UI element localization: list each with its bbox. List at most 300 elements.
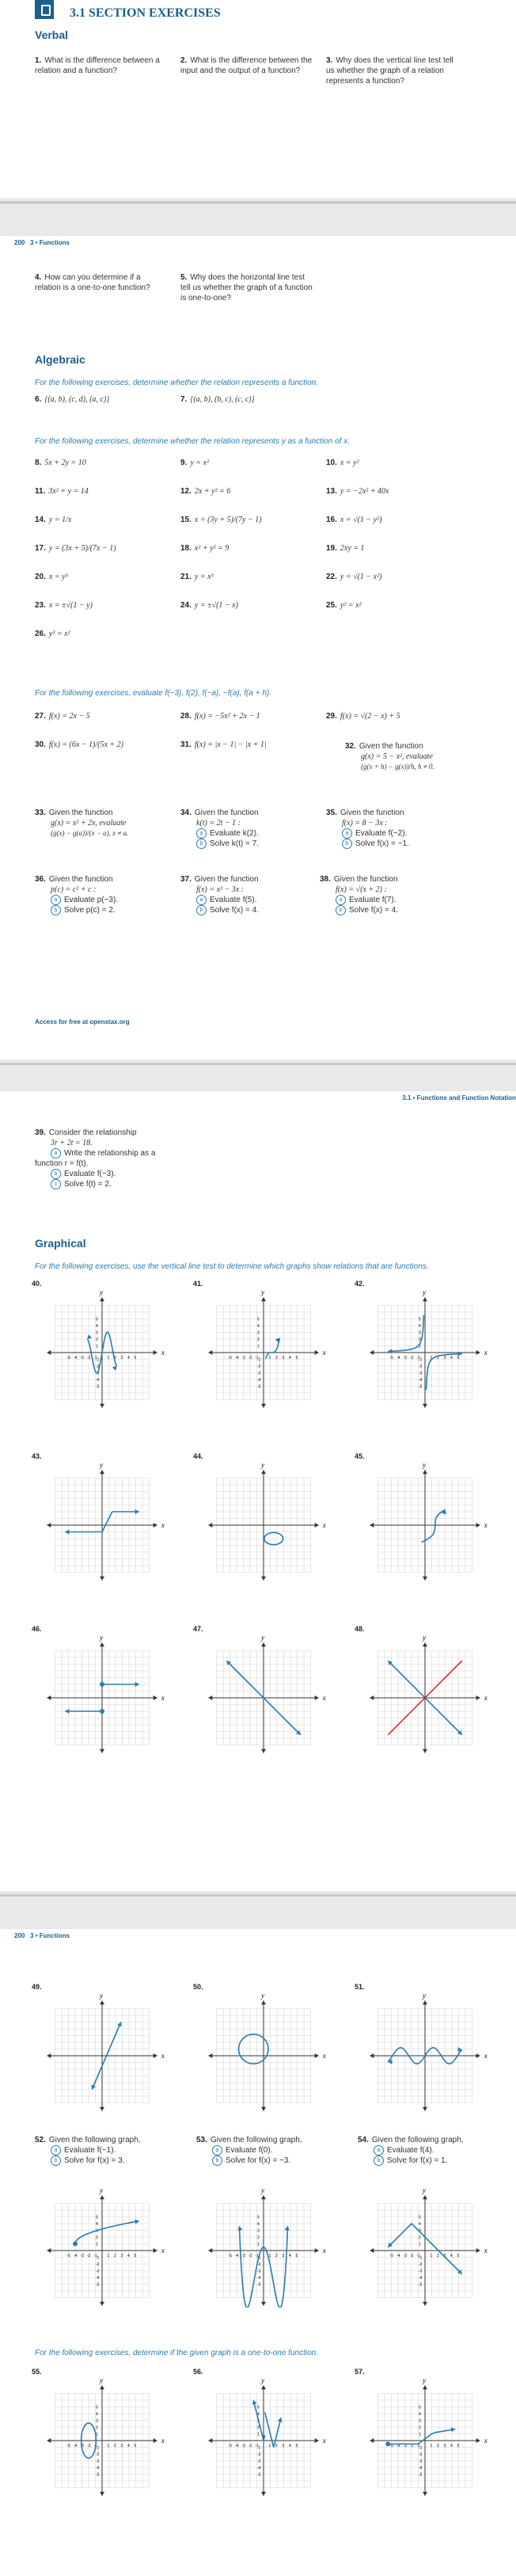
tick-label: 3 xyxy=(419,2228,421,2234)
curve-arrow xyxy=(285,2226,290,2231)
x-axis-label: x xyxy=(161,1349,165,1356)
y-arrow xyxy=(423,2195,427,2199)
tick-label: 2 xyxy=(257,2426,260,2430)
curve-arrow xyxy=(87,1334,92,1339)
tick-label: 4 xyxy=(127,2444,130,2449)
tick-label: -3 xyxy=(80,2444,84,2449)
question-7: 7. {(a, b), (b, c), (c, c)} xyxy=(180,395,255,404)
y-arrow xyxy=(100,2492,104,2496)
tick-label: -1 xyxy=(96,2255,100,2261)
page-gap xyxy=(0,1891,516,1929)
verbal-heading: Verbal xyxy=(35,29,69,41)
tick-label: -5 xyxy=(389,1356,393,1360)
tick-label: 5 xyxy=(257,1317,260,1322)
y-axis-label: y xyxy=(423,2189,426,2194)
page-1 xyxy=(0,0,516,198)
question-2: 2. What is the difference between the input and the output of a function? xyxy=(180,56,313,75)
tick-label: -5 xyxy=(419,1384,423,1390)
tick-label: 4 xyxy=(419,2222,421,2227)
curve-arrow xyxy=(112,1366,117,1371)
tick-label: -4 xyxy=(257,2466,261,2471)
tick-label: 1 xyxy=(257,1344,260,1349)
x-arrow xyxy=(154,2053,157,2058)
graph-48 xyxy=(358,1636,492,1755)
tick-label: 3 xyxy=(282,2444,285,2449)
y-arrow xyxy=(100,2302,104,2306)
tick-label: -5 xyxy=(96,2282,100,2288)
tick-label: -3 xyxy=(96,2459,100,2464)
y-axis-label: y xyxy=(261,1463,264,1469)
x-arrow xyxy=(47,1523,51,1528)
algebraic-heading: Algebraic xyxy=(35,353,85,366)
x-arrow xyxy=(154,2438,157,2443)
tick-label: -5 xyxy=(96,2472,100,2478)
tick-label: 2 xyxy=(96,1337,98,1342)
question-22: 22. y = √(1 − x²) xyxy=(326,573,382,581)
curve-arrow xyxy=(388,1349,392,1353)
graph-number: 42. xyxy=(355,1280,365,1288)
x-arrow xyxy=(315,2053,319,2058)
tick-label: -4 xyxy=(96,2276,100,2281)
x-arrow xyxy=(154,2248,157,2253)
endpoint xyxy=(386,2442,390,2446)
y-arrow xyxy=(423,2107,427,2111)
tick-label: -4 xyxy=(96,1378,100,1383)
page-3 xyxy=(0,1091,516,1891)
x-arrow xyxy=(370,2438,374,2443)
tick-label: 5 xyxy=(96,1317,98,1322)
tick-label: -1 xyxy=(416,1356,420,1360)
x-arrow xyxy=(154,1523,157,1528)
tick-label: -3 xyxy=(96,1371,100,1376)
x-axis-label: x xyxy=(322,1521,326,1529)
graph-49 xyxy=(35,1994,169,2113)
x-arrow xyxy=(315,1695,319,1700)
instruction-2: For the following exercises, determine whether the relation represents y as a function of x. xyxy=(35,437,350,446)
y-arrow xyxy=(423,2385,427,2389)
tick-label: -1 xyxy=(419,1357,423,1363)
tick-label: -1 xyxy=(257,2445,261,2451)
tick-label: -3 xyxy=(257,1371,261,1376)
tick-label: -2 xyxy=(419,1364,423,1369)
graph-43 xyxy=(35,1463,169,1582)
y-arrow xyxy=(261,1642,266,1646)
tick-label: -2 xyxy=(96,2262,100,2267)
tick-label: 5 xyxy=(457,2444,460,2449)
tick-label: -4 xyxy=(396,1356,400,1360)
tick-label: -5 xyxy=(66,2254,70,2258)
tick-label: -1 xyxy=(257,1357,261,1363)
tick-label: -2 xyxy=(410,1356,414,1360)
tick-label: 2 xyxy=(419,1337,421,1342)
tick-label: 3 xyxy=(443,2254,446,2258)
y-arrow xyxy=(100,2107,104,2111)
y-arrow xyxy=(100,1470,104,1474)
tick-label: 3 xyxy=(419,1330,421,1336)
tick-label: -2 xyxy=(257,2452,261,2457)
graph-47 xyxy=(196,1636,331,1755)
question-38: 38. Given the function f(x) = √(x + 2) : a Evaluate f(7). b Solve f(x) = 4. xyxy=(320,875,398,915)
x-arrow xyxy=(476,1350,480,1355)
question-37: 37. Given the function f(x) = x² − 3x : a Evaluate f(5). b Solve f(x) = 4. xyxy=(180,875,259,915)
tick-label: -5 xyxy=(389,2444,393,2449)
tick-label: 4 xyxy=(289,2254,291,2258)
y-axis-label: y xyxy=(261,2189,264,2194)
question-11: 11. 3x² + y = 14 xyxy=(35,487,89,496)
tick-label: -1 xyxy=(96,1357,100,1363)
tick-label: 1 xyxy=(96,2432,98,2437)
tick-label: 5 xyxy=(96,2405,98,2410)
tick-label: -2 xyxy=(419,2452,423,2457)
tick-label: -5 xyxy=(228,2254,232,2258)
question-21: 21. y = x³ xyxy=(180,573,214,581)
page-divider xyxy=(0,201,516,204)
tick-label: -3 xyxy=(419,2459,423,2464)
tick-label: 1 xyxy=(430,1356,433,1360)
graph-42 xyxy=(358,1291,492,1410)
tick-label: -1 xyxy=(96,2445,100,2451)
tick-label: 1 xyxy=(96,1344,98,1349)
tick-label: -5 xyxy=(257,2282,261,2288)
tick-label: -5 xyxy=(389,2254,393,2258)
y-axis-label: y xyxy=(423,1994,426,2000)
question-31: 31. f(x) = |x − 1| − |x + 1| xyxy=(180,740,267,749)
tick-label: -5 xyxy=(419,2282,423,2288)
tick-label: 5 xyxy=(257,2215,260,2220)
tick-label: 1 xyxy=(96,2242,98,2247)
graph-number: 50. xyxy=(193,1983,203,1991)
y-arrow xyxy=(261,2000,266,2004)
tick-label: -4 xyxy=(235,2254,239,2258)
tick-label: -5 xyxy=(96,1384,100,1390)
tick-label: -2 xyxy=(87,2254,91,2258)
tick-label: -2 xyxy=(257,2262,261,2267)
tick-label: 3 xyxy=(96,1330,98,1336)
graph-44 xyxy=(196,1463,331,1582)
tick-label: 5 xyxy=(419,2405,421,2410)
running-header-left: 200 3 • Functions xyxy=(14,239,70,246)
tick-label: -4 xyxy=(74,1356,78,1360)
tick-label: 5 xyxy=(96,2215,98,2220)
tick-label: -2 xyxy=(257,1364,261,1369)
y-arrow xyxy=(261,1404,266,1408)
question-29: 29. f(x) = √(2 − x) + 5 xyxy=(326,712,400,721)
graph-57 xyxy=(358,2379,492,2498)
curve-arrow xyxy=(458,1351,462,1356)
tick-label: -1 xyxy=(93,2254,97,2258)
tick-label: 4 xyxy=(257,2222,260,2227)
tick-label: 5 xyxy=(134,2444,137,2449)
tick-label: -2 xyxy=(249,2254,252,2258)
tick-label: -1 xyxy=(257,2255,261,2261)
y-arrow xyxy=(423,2492,427,2496)
question-25: 25. y² = x² xyxy=(326,601,362,610)
tick-label: 1 xyxy=(419,2432,421,2437)
tick-label: 2 xyxy=(257,1337,260,1342)
question-28: 28. f(x) = −5x² + 2x − 1 xyxy=(180,712,260,721)
tick-label: 4 xyxy=(96,1324,98,1329)
y-axis-label: y xyxy=(100,1994,103,2000)
x-arrow xyxy=(208,2438,212,2443)
tick-label: -5 xyxy=(66,2444,70,2449)
question-27: 27. f(x) = 2x − 5 xyxy=(35,712,90,721)
tick-label: -5 xyxy=(257,1384,261,1390)
graph-53 xyxy=(196,2189,331,2308)
question-19: 19. 2xy = 1 xyxy=(326,544,365,553)
tick-label: -4 xyxy=(396,2254,400,2258)
tick-label: 4 xyxy=(257,2412,260,2417)
tick-label: -5 xyxy=(66,1356,70,1360)
x-axis-label: x xyxy=(484,1694,488,1702)
graph-46 xyxy=(35,1636,169,1755)
access-footer: Access for free at openstax.org xyxy=(35,1018,130,1025)
x-arrow xyxy=(47,2053,51,2058)
question-16: 16. x = √(1 − y²) xyxy=(326,516,382,524)
question-15: 15. x = (3y + 5)/(7y − 1) xyxy=(180,516,262,524)
tick-label: -3 xyxy=(419,1371,423,1376)
question-8: 8. 5x + 2y = 10 xyxy=(35,459,86,467)
tick-label: -3 xyxy=(419,2269,423,2274)
tick-label: 5 xyxy=(295,2444,298,2449)
x-arrow xyxy=(154,1350,157,1355)
curve-arrow xyxy=(237,2226,242,2231)
y-axis-label: y xyxy=(423,1291,426,1296)
tick-label: 4 xyxy=(450,1356,453,1360)
y-arrow xyxy=(423,2302,427,2306)
endpoint xyxy=(101,1683,104,1687)
tick-label: -5 xyxy=(228,2444,232,2449)
question-23: 23. x = ±√(1 − y) xyxy=(35,601,93,610)
tick-label: 3 xyxy=(443,2444,446,2449)
tick-label: -1 xyxy=(419,2445,423,2451)
tick-label: -3 xyxy=(241,2254,245,2258)
graphical-heading: Graphical xyxy=(35,1237,86,1250)
graph-55 xyxy=(35,2379,169,2498)
tick-label: 1 xyxy=(268,2254,271,2258)
question-6: 6. {(a, b), (c, d), (a, c)} xyxy=(35,395,110,404)
y-arrow xyxy=(261,2492,266,2496)
tick-label: 4 xyxy=(419,2412,421,2417)
curve-arrow xyxy=(135,1682,139,1687)
y-axis-label: y xyxy=(261,1636,264,1642)
section-icon xyxy=(35,0,54,19)
tick-label: 3 xyxy=(257,2418,260,2424)
question-13: 13. y = −2x² + 40x xyxy=(326,487,389,496)
y-arrow xyxy=(100,2000,104,2004)
x-arrow xyxy=(370,2248,374,2253)
y-arrow xyxy=(261,2302,266,2306)
graph-51 xyxy=(358,1994,492,2113)
y-arrow xyxy=(261,2107,266,2111)
tick-label: -4 xyxy=(96,2466,100,2471)
x-arrow xyxy=(47,2248,51,2253)
page-gap xyxy=(0,198,516,236)
y-arrow xyxy=(423,1642,427,1646)
tick-label: -3 xyxy=(403,2444,407,2449)
page-2 xyxy=(0,236,516,1060)
y-axis-label: y xyxy=(423,1636,426,1642)
tick-label: -2 xyxy=(96,2452,100,2457)
page-4 xyxy=(0,1929,516,2576)
question-54: 54. Given the following graph, a Evaluate f(4). b Solve for f(x) = 1. xyxy=(358,2136,464,2166)
x-arrow xyxy=(47,1350,51,1355)
tick-label: 4 xyxy=(289,2444,291,2449)
tick-label: -2 xyxy=(87,1356,91,1360)
tick-label: -3 xyxy=(241,1356,245,1360)
y-arrow xyxy=(423,1297,427,1301)
tick-label: -2 xyxy=(410,2444,414,2449)
tick-label: 3 xyxy=(96,2228,98,2234)
running-header-left: 200 3 • Functions xyxy=(14,1932,70,1939)
y-arrow xyxy=(423,1749,427,1753)
x-axis-label: x xyxy=(161,2052,165,2060)
y-arrow xyxy=(100,1297,104,1301)
tick-label: 4 xyxy=(257,1324,260,1329)
tick-label: -4 xyxy=(396,2444,400,2449)
tick-label: -1 xyxy=(255,2254,259,2258)
tick-label: -2 xyxy=(249,1356,252,1360)
tick-label: -4 xyxy=(419,2276,423,2281)
tick-label: -4 xyxy=(257,2276,261,2281)
x-arrow xyxy=(208,1523,212,1528)
curve xyxy=(102,1512,112,1532)
instruction-3: For the following exercises, evaluate f(−3), f(2), f(−a), −f(a), f(a + h). xyxy=(35,689,272,698)
graph-number: 57. xyxy=(355,2368,365,2376)
graph-number: 46. xyxy=(32,1625,42,1633)
question-14: 14. y = 1/x xyxy=(35,516,72,524)
x-axis-label: x xyxy=(484,2052,488,2060)
question-12: 12. 2x + y² = 6 xyxy=(180,487,231,496)
tick-label: 2 xyxy=(114,1356,116,1360)
tick-label: 3 xyxy=(282,2254,285,2258)
question-20: 20. x = y³ xyxy=(35,573,68,581)
tick-label: -3 xyxy=(96,2269,100,2274)
tick-label: 5 xyxy=(295,2254,298,2258)
y-axis-label: y xyxy=(100,2379,103,2384)
x-arrow xyxy=(370,1695,374,1700)
tick-label: 2 xyxy=(114,2254,116,2258)
tick-label: 3 xyxy=(120,2254,123,2258)
x-arrow xyxy=(208,1695,212,1700)
y-arrow xyxy=(423,1577,427,1581)
x-arrow xyxy=(476,1523,480,1528)
tick-label: 4 xyxy=(127,2254,130,2258)
tick-label: 3 xyxy=(282,1356,285,1360)
tick-label: 5 xyxy=(134,2254,137,2258)
tick-label: 2 xyxy=(96,2426,98,2430)
tick-label: 3 xyxy=(443,1356,446,1360)
graph-number: 43. xyxy=(32,1452,42,1460)
tick-label: 4 xyxy=(450,2254,453,2258)
tick-label: 5 xyxy=(419,2215,421,2220)
graph-number: 48. xyxy=(355,1625,365,1633)
page-divider xyxy=(0,1894,516,1897)
graph-number: 41. xyxy=(193,1280,203,1288)
tick-label: -4 xyxy=(235,1356,239,1360)
question-33: 33. Given the function g(x) = x² + 2x, evaluate (g(x) − g(a))/(x − a), x ≠ a. xyxy=(35,809,129,837)
page-divider xyxy=(0,1063,516,1065)
tick-label: 2 xyxy=(419,2235,421,2240)
question-35: 35. Given the function f(x) = 8 − 3x : a Evaluate f(−2). b Solve f(x) = −1. xyxy=(326,809,409,849)
tick-label: -4 xyxy=(74,2254,78,2258)
y-arrow xyxy=(261,2195,266,2199)
endpoint xyxy=(74,2242,78,2246)
tick-label: -1 xyxy=(93,1356,97,1360)
y-arrow xyxy=(100,1642,104,1646)
graph-number: 40. xyxy=(32,1280,42,1288)
tick-label: 3 xyxy=(257,1330,260,1336)
tick-label: 5 xyxy=(257,2405,260,2410)
tick-label: 1 xyxy=(430,2254,433,2258)
tick-label: -3 xyxy=(257,2269,261,2274)
tick-label: -4 xyxy=(419,1378,423,1383)
tick-label: -4 xyxy=(419,2466,423,2471)
y-arrow xyxy=(261,1297,266,1301)
x-axis-label: x xyxy=(161,1694,165,1702)
question-10: 10. x = y² xyxy=(326,459,359,467)
graph-50 xyxy=(196,1994,331,2113)
tick-label: -1 xyxy=(419,2255,423,2261)
tick-label: 2 xyxy=(275,2444,278,2449)
tick-label: 1 xyxy=(430,2444,433,2449)
question-52: 52. Given the following graph, a Evaluate f(−1). b Solve for f(x) = 3. xyxy=(35,2136,141,2166)
graph-number: 47. xyxy=(193,1625,203,1633)
y-arrow xyxy=(423,1470,427,1474)
tick-label: -2 xyxy=(96,1364,100,1369)
x-arrow xyxy=(315,2248,319,2253)
x-arrow xyxy=(315,1350,319,1355)
tick-label: -5 xyxy=(228,1356,232,1360)
tick-label: 1 xyxy=(257,2432,260,2437)
y-arrow xyxy=(261,1470,266,1474)
tick-label: -3 xyxy=(80,1356,84,1360)
tick-label: 5 xyxy=(295,1356,298,1360)
graph-52 xyxy=(35,2189,169,2308)
tick-label: 1 xyxy=(107,2444,110,2449)
tick-label: -2 xyxy=(419,2262,423,2267)
question-34: 34. Given the function k(t) = 2t − 1 : a Evaluate k(2). b Solve k(t) = 7. xyxy=(180,809,259,849)
tick-label: 1 xyxy=(419,2242,421,2247)
endpoint xyxy=(101,1710,104,1714)
y-axis-label: y xyxy=(100,2189,103,2194)
x-arrow xyxy=(208,2053,212,2058)
graph-number: 49. xyxy=(32,1983,42,1991)
tick-label: 3 xyxy=(419,2418,421,2424)
curve-arrow xyxy=(135,1509,139,1514)
tick-label: 4 xyxy=(96,2412,98,2417)
x-arrow xyxy=(315,1523,319,1528)
x-arrow xyxy=(476,2053,480,2058)
tick-label: -4 xyxy=(235,2444,239,2449)
x-axis-label: x xyxy=(322,2247,326,2254)
question-9: 9. y = x² xyxy=(180,459,209,467)
tick-label: -5 xyxy=(419,2472,423,2478)
tick-label: 4 xyxy=(96,2222,98,2227)
graph-41 xyxy=(196,1291,331,1410)
section-title: 3.1 SECTION EXERCISES xyxy=(70,6,221,20)
x-axis-label: x xyxy=(322,2437,326,2445)
tick-label: 3 xyxy=(96,2418,98,2424)
y-arrow xyxy=(261,2385,266,2389)
tick-label: 1 xyxy=(268,1356,271,1360)
question-1: 1. What is the difference between a relation and a function? xyxy=(35,56,160,75)
x-axis-label: x xyxy=(161,2437,165,2445)
tick-label: -1 xyxy=(93,2444,97,2449)
x-arrow xyxy=(47,2438,51,2443)
tick-label: 4 xyxy=(450,2444,453,2449)
curve-arrow xyxy=(65,1709,69,1714)
x-arrow xyxy=(476,2438,480,2443)
